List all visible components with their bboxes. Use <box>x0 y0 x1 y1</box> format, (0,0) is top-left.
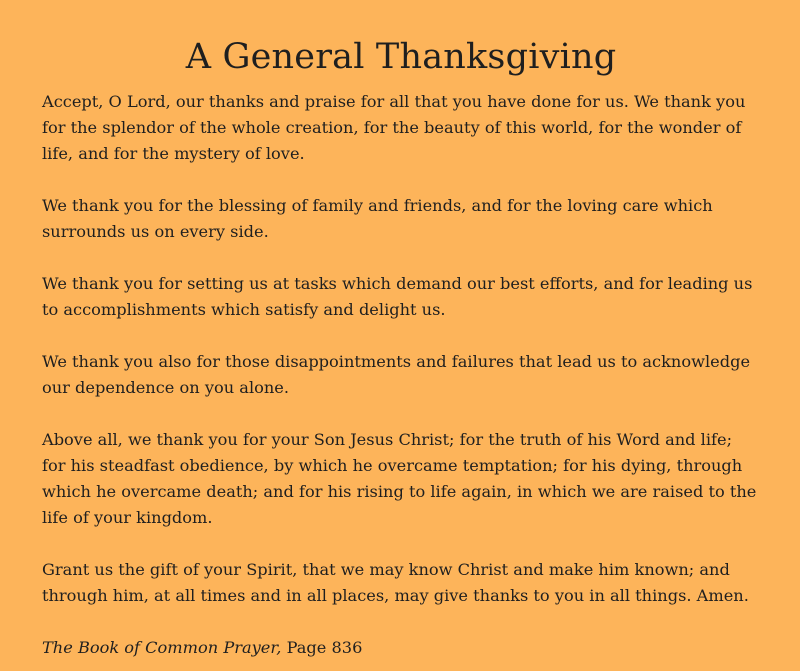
page-title: A General Thanksgiving <box>185 37 617 77</box>
paragraph-6: Grant us the gift of your Spirit, that we may know Christ and make him known; and through him, at all times and in all places, may give thanks to you in all things. Amen. <box>42 560 749 605</box>
prayer-body <box>42 89 760 661</box>
source-page: Page 836 <box>281 638 363 657</box>
source-citation <box>42 635 760 661</box>
source-book-title: The Book of Common Prayer, <box>42 638 282 657</box>
paragraph-5: Above all, we thank you for your Son Jesus Christ; for the truth of his Word and life; for his steadfast obedience, by which he overcame temptation; for his dying, through which he overcame death; and for his rising to life again, in which we are raised to the life of your kingdom. <box>42 430 757 527</box>
paragraph-1: Accept, O Lord, our thanks and praise for all that you have done for us. We thank you for the splendor of the whole creation, for the beauty of this world, for the wonder of life, and for the mystery of love. <box>42 92 746 163</box>
paragraph-2: We thank you for the blessing of family and friends, and for the loving care which surrounds us on every side. <box>42 196 713 241</box>
paragraph-3: We thank you for setting us at tasks which demand our best efforts, and for leading us to accomplishments which satisfy and delight us. <box>42 274 753 319</box>
paragraph-4: We thank you also for those disappointments and failures that lead us to acknowledge our dependence on you alone. <box>42 352 751 397</box>
